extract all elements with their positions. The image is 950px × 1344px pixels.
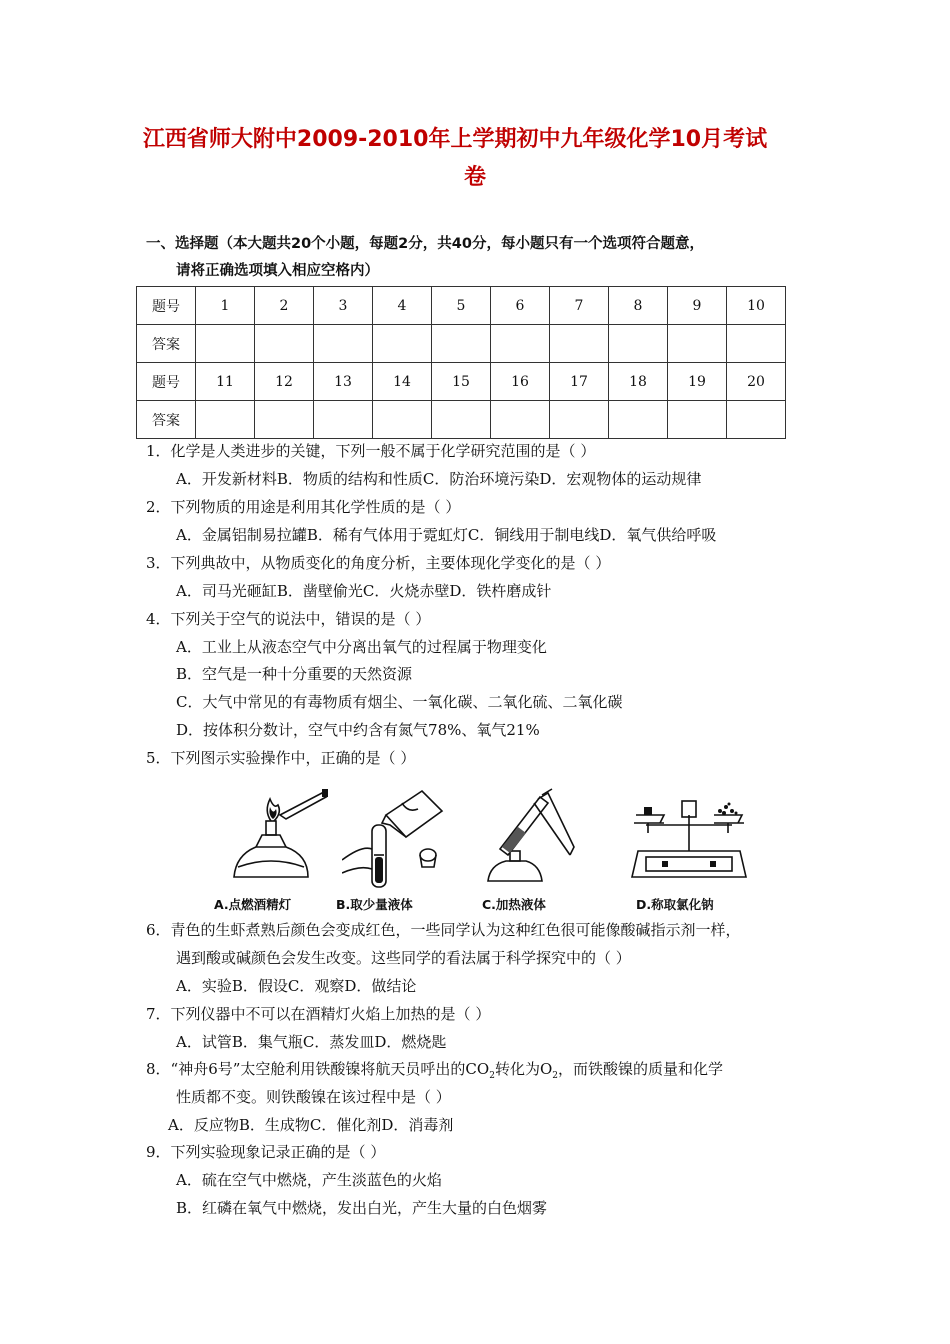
table-row: [137, 325, 786, 363]
table-row: [137, 287, 786, 325]
answer-cell[interactable]: [491, 325, 550, 363]
option-b[interactable]: B．空气是一种十分重要的天然资源: [176, 665, 413, 683]
answer-cell[interactable]: [727, 401, 786, 439]
question-2: 2．下列物质的用途是利用其化学性质的是（ ）: [146, 498, 461, 516]
question-6-line2: 遇到酸或碱颜色会发生改变。这些同学的看法属于科学探究中的（ ）: [176, 949, 631, 967]
option-b[interactable]: B．凿壁偷光: [276, 582, 363, 600]
answer-cell[interactable]: [609, 325, 668, 363]
question-8-text-a: 8．“神舟6号”太空舱利用铁酸镍将航天员呼出的CO: [146, 1060, 490, 1078]
answer-cell[interactable]: [432, 325, 491, 363]
question-5: 5．下列图示实验操作中，正确的是（ ）: [146, 749, 416, 767]
option-a[interactable]: A．司马光砸缸: [176, 582, 277, 600]
option-d[interactable]: D．宏观物体的运动规律: [539, 470, 702, 488]
question-7-options: [176, 1031, 446, 1052]
answer-cell[interactable]: [196, 401, 255, 439]
question-number-cell: 2: [255, 287, 314, 325]
answer-cell[interactable]: [373, 401, 432, 439]
subscript: 2: [552, 1071, 558, 1081]
option-d[interactable]: D．消毒剂: [381, 1116, 454, 1134]
question-8-options: [168, 1114, 453, 1135]
question-8: [146, 1058, 723, 1081]
answer-cell[interactable]: [255, 325, 314, 363]
option-d[interactable]: D．做结论: [344, 977, 417, 995]
answer-cell[interactable]: [432, 401, 491, 439]
question-number-cell: 3: [314, 287, 373, 325]
question-6-options: [176, 975, 416, 996]
pouring-liquid-figure: [342, 785, 452, 890]
answer-cell[interactable]: [550, 401, 609, 439]
option-a[interactable]: A．实验: [176, 977, 232, 995]
exam-title-line2: 卷: [463, 165, 486, 190]
answer-table: [136, 286, 786, 439]
question-number-cell: 5: [432, 287, 491, 325]
answer-cell[interactable]: [255, 401, 314, 439]
answer-cell[interactable]: [314, 325, 373, 363]
answer-cell[interactable]: [668, 325, 727, 363]
section-heading: 一、选择题（本大题共20个小题，每题2分，共40分，每小题只有一个选项符合题意，: [146, 236, 704, 252]
alcohol-lamp-lighting-figure: [226, 785, 336, 890]
section-heading-line2: 请将正确选项填入相应空格内）: [176, 263, 379, 279]
question-9: 9．下列实验现象记录正确的是（ ）: [146, 1143, 386, 1161]
option-a[interactable]: A．工业上从液态空气中分离出氧气的过程属于物理变化: [176, 638, 547, 656]
heating-liquid-figure: [478, 785, 588, 890]
question-6: 6．青色的生虾煮熟后颜色会变成红色，一些同学认为这种红色很可能像酸碱指示剂一样，: [146, 921, 741, 939]
option-a[interactable]: A．硫在空气中燃烧，产生淡蓝色的火焰: [176, 1171, 442, 1189]
option-c[interactable]: C．铜线用于制电线: [467, 526, 600, 544]
option-b[interactable]: B．红磷在氧气中燃烧，发出白光，产生大量的白色烟雾: [176, 1199, 548, 1217]
question-number-cell: 9: [668, 287, 727, 325]
question-number-cell: 4: [373, 287, 432, 325]
question-number-cell: 19: [668, 363, 727, 401]
option-b[interactable]: B．物质的结构和性质: [276, 470, 423, 488]
option-b[interactable]: B．生成物: [238, 1116, 310, 1134]
question-number-cell: 17: [550, 363, 609, 401]
question-number-cell: 14: [373, 363, 432, 401]
question-1: 1．化学是人类进步的关键，下列一般不属于化学研究范围的是（ ）: [146, 442, 596, 460]
question-number-cell: 10: [727, 287, 786, 325]
question-8-text-b: 转化为O: [494, 1060, 553, 1078]
option-a[interactable]: A．金属铝制易拉罐: [176, 526, 307, 544]
question-8-text-c: ，而铁酸镍的质量和化学: [557, 1060, 723, 1078]
option-c[interactable]: C．观察: [287, 977, 345, 995]
option-d[interactable]: D．氧气供给呼吸: [599, 526, 717, 544]
question-number-cell: 15: [432, 363, 491, 401]
figure-caption-b: B.取少量液体: [336, 897, 413, 912]
question-number-cell: 20: [727, 363, 786, 401]
option-c[interactable]: C．火烧赤壁: [362, 582, 450, 600]
question-3-options: [176, 580, 551, 601]
figure-caption-a: A.点燃酒精灯: [214, 897, 292, 912]
question-number-cell: 13: [314, 363, 373, 401]
question-2-options: [176, 524, 716, 545]
answer-cell[interactable]: [314, 401, 373, 439]
option-b[interactable]: B．集气瓶: [231, 1033, 303, 1051]
question-1-options: [176, 468, 701, 489]
question-number-cell: 6: [491, 287, 550, 325]
question-number-cell: 12: [255, 363, 314, 401]
question-8-line2: 性质都不变。则铁酸镍在该过程中是（ ）: [176, 1088, 451, 1106]
answer-cell[interactable]: [609, 401, 668, 439]
table-header-cell: 答案: [137, 401, 196, 439]
option-b[interactable]: B．稀有气体用于霓虹灯: [306, 526, 468, 544]
balance-weighing-figure: [626, 785, 752, 890]
question-number-cell: 1: [196, 287, 255, 325]
option-b[interactable]: B．假设: [231, 977, 288, 995]
option-d[interactable]: D．燃烧匙: [374, 1033, 447, 1051]
table-header-cell: 题号: [137, 363, 196, 401]
answer-cell[interactable]: [491, 401, 550, 439]
figure-caption-d: D.称取氯化钠: [636, 897, 714, 912]
question-7: 7．下列仪器中不可以在酒精灯火焰上加热的是（ ）: [146, 1005, 491, 1023]
exam-title: 江西省师大附中2009-2010年上学期初中九年级化学10月考试: [142, 127, 768, 152]
question-3: 3．下列典故中，从物质变化的角度分析，主要体现化学变化的是（ ）: [146, 554, 611, 572]
subscript: 2: [489, 1071, 495, 1081]
option-a[interactable]: A．反应物: [168, 1116, 239, 1134]
figure-caption-c: C.加热液体: [482, 897, 546, 912]
option-c[interactable]: C．大气中常见的有毒物质有烟尘、一氧化碳、二氧化硫、二氧化碳: [176, 693, 623, 711]
option-d[interactable]: D．铁杵磨成针: [449, 582, 552, 600]
question-number-cell: 7: [550, 287, 609, 325]
answer-cell[interactable]: [196, 325, 255, 363]
question-4: 4．下列关于空气的说法中，错误的是（ ）: [146, 610, 431, 628]
question-number-cell: 18: [609, 363, 668, 401]
question-number-cell: 11: [196, 363, 255, 401]
option-c[interactable]: C．催化剂: [309, 1116, 382, 1134]
table-row: [137, 363, 786, 401]
answer-cell[interactable]: [668, 401, 727, 439]
table-row: [137, 401, 786, 439]
question-number-cell: 16: [491, 363, 550, 401]
question-number-cell: 8: [609, 287, 668, 325]
answer-cell[interactable]: [550, 325, 609, 363]
option-a[interactable]: A．试管: [176, 1033, 232, 1051]
table-header-cell: 答案: [137, 325, 196, 363]
option-c[interactable]: C．蒸发皿: [302, 1033, 375, 1051]
option-d[interactable]: D．按体积分数计，空气中约含有氮气78%、氧气21%: [176, 721, 540, 739]
answer-cell[interactable]: [373, 325, 432, 363]
option-a[interactable]: A．开发新材料: [176, 470, 277, 488]
option-c[interactable]: C．防治环境污染: [422, 470, 540, 488]
answer-cell[interactable]: [727, 325, 786, 363]
table-header-cell: 题号: [137, 287, 196, 325]
